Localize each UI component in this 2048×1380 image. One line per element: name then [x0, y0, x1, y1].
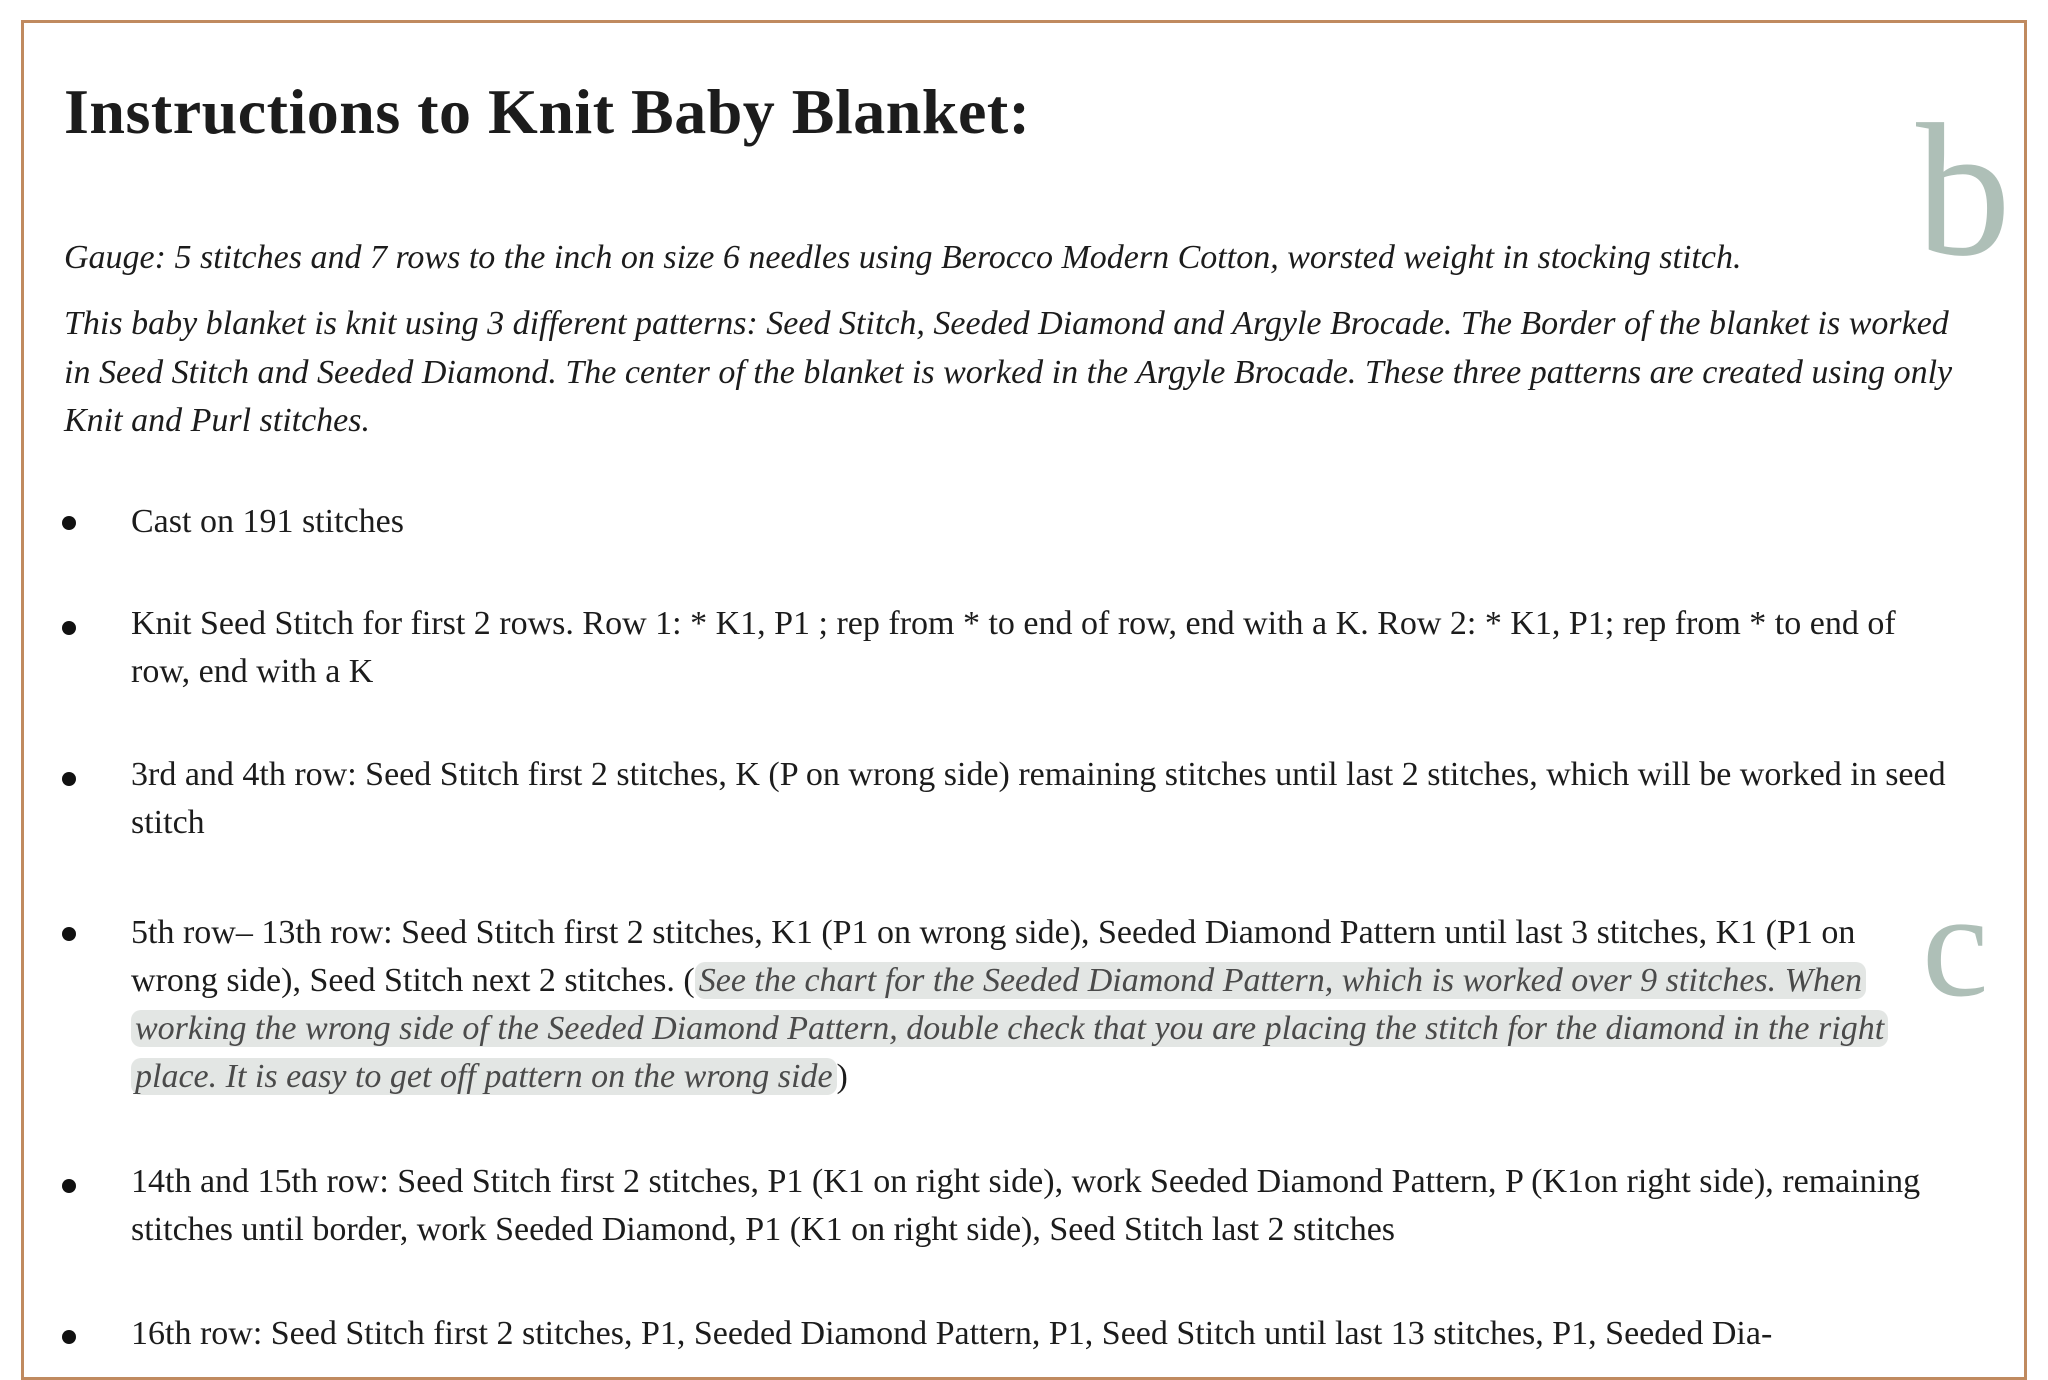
step-text: 3rd and 4th row: Seed Stitch first 2 stitches, K (P on wrong side) remaining stitches until last 2 stitches, which will be worked in seed stitch [131, 756, 1946, 841]
step-text: Cast on 191 stitches [131, 503, 404, 540]
bullet-icon [62, 1330, 76, 1344]
gauge-paragraph: Gauge: 5 stitches and 7 rows to the inch on size 6 needles using Berocco Modern Cotton, worsted weight in stocking stitch. [64, 239, 1742, 276]
intro-paragraph: This baby blanket is knit using 3 different patterns: Seed Stitch, Seeded Diamond and Argyle Brocade. The Border of the blanket is worked in Seed Stitch and Seeded Diamond. The center of the blanket is worked in the Argyle Brocade. These three patterns are created using only Knit and Purl stitches. [64, 305, 1953, 439]
bullet-icon [62, 1179, 76, 1193]
margin-letter-b: b [1916, 86, 2011, 296]
bullet-icon [62, 772, 76, 786]
step-text: 5th row– 13th row: Seed Stitch first 2 stitches, K1 (P1 on wrong side), Seeded Diamond Pattern until last 3 stitches, K1 (P1 on wrong side), Seed Stitch next 2 stitches. ( [131, 914, 1856, 999]
step-text: 16th row: Seed Stitch first 2 stitches, P1, Seeded Diamond Pattern, P1, Seed Stitch until last 13 stitches, P1, Seeded Dia- [131, 1315, 1773, 1352]
bullet-icon [62, 927, 76, 941]
step-text-suffix: ) [836, 1058, 848, 1095]
step-text-with-note [131, 909, 1931, 1101]
page-title: Instructions to Knit Baby Blanket: [64, 76, 1031, 147]
bullet-icon [62, 516, 76, 530]
bullet-icon [62, 621, 76, 635]
chart-note-highlight: See the chart for the Seeded Diamond Pattern, which is worked over 9 stitches. When working the wrong side of the Seeded Diamond Pattern, double check that you are placing the stitch for the diamond in the right place. It is easy to get off pattern on the wrong side [131, 962, 1888, 1095]
step-text: Knit Seed Stitch for first 2 rows. Row 1: * K1, P1 ; rep from * to end of row, end with a K. Row 2: * K1, P1; rep from * to end of row, end with a K [131, 605, 1896, 690]
step-text: 14th and 15th row: Seed Stitch first 2 stitches, P1 (K1 on right side), work Seeded Diamond Pattern, P (K1on right side), remaining stitches until border, work Seeded Diamond, P1 (K1 on right side), Seed Stitch last 2 stitches [131, 1163, 1921, 1248]
margin-letter-c: c [1922, 862, 1989, 1028]
